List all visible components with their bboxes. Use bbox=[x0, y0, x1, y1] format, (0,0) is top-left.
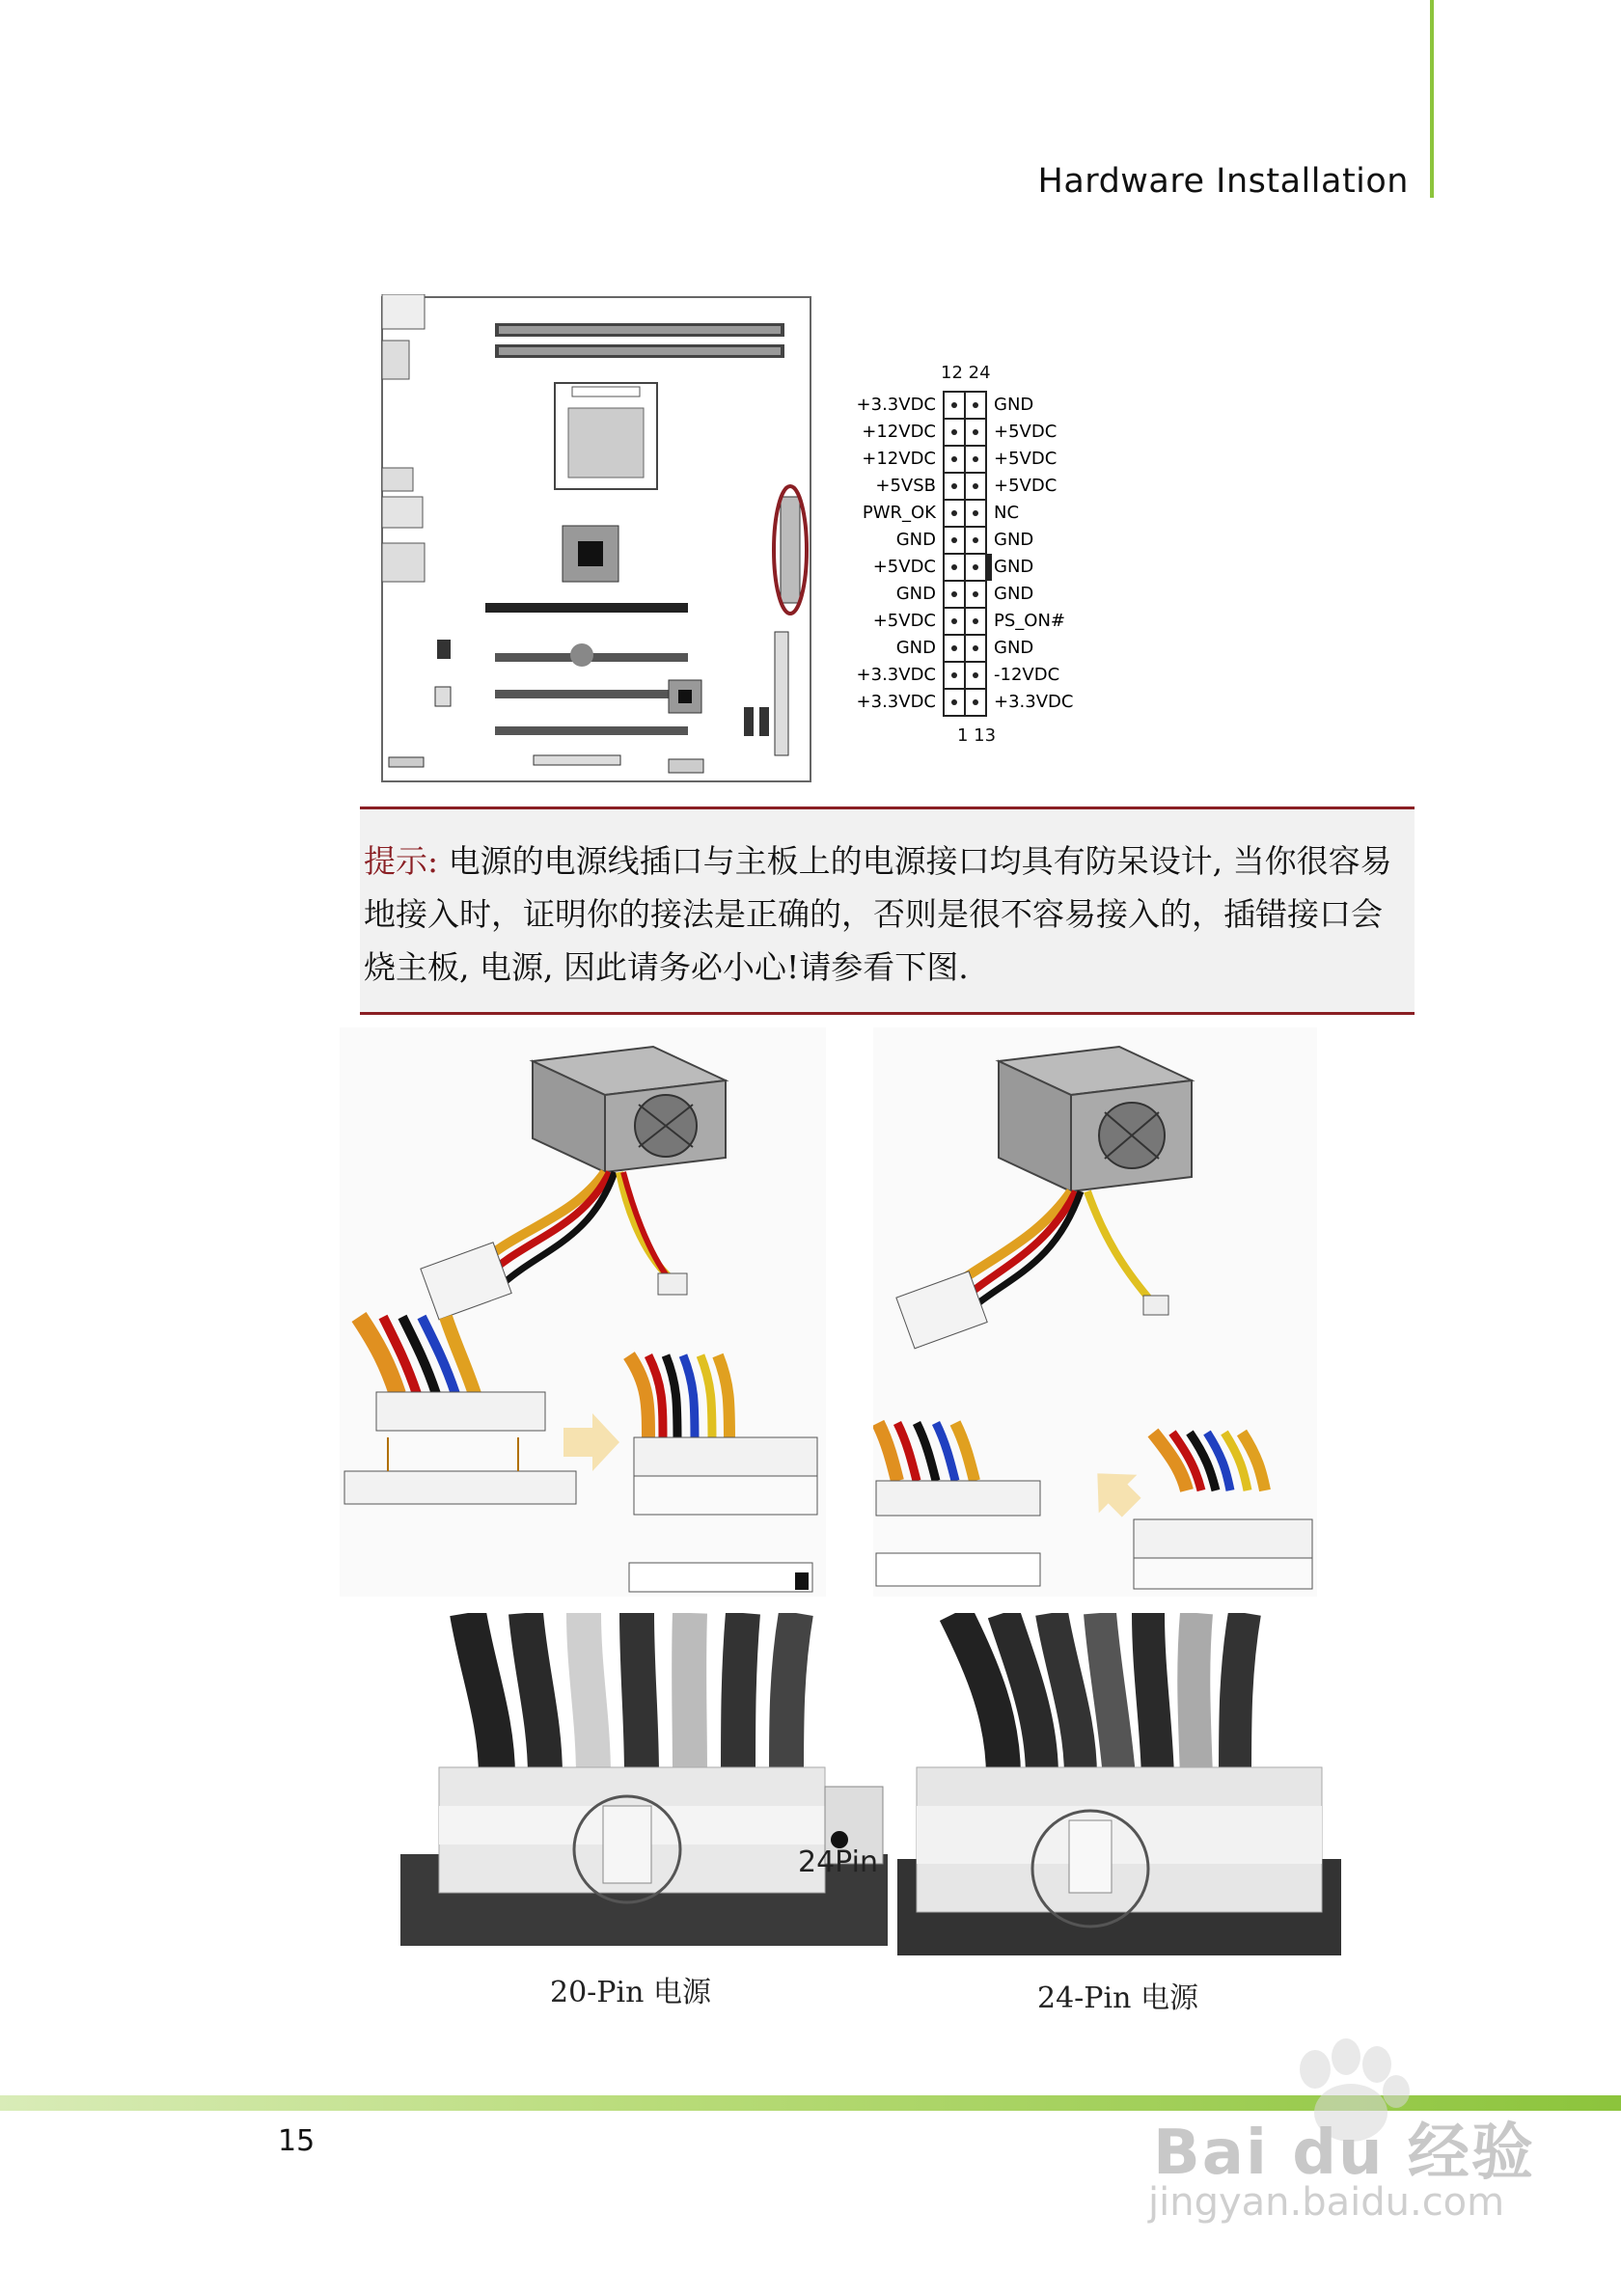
pin-label-right: GND bbox=[994, 530, 1034, 550]
pin-label-left: +5VSB bbox=[875, 476, 936, 496]
pin-dot bbox=[973, 564, 978, 570]
psu-install-illustration-correct bbox=[340, 1027, 826, 1597]
pin-dot bbox=[951, 537, 957, 543]
pin-dot bbox=[951, 456, 957, 462]
pin-label-left: GND bbox=[895, 638, 936, 658]
pin-dot bbox=[973, 456, 978, 462]
pin-dot bbox=[973, 510, 978, 516]
pin-label-left: +3.3VDC bbox=[856, 692, 936, 712]
caption-24pin: 24-Pin 电源 bbox=[1037, 1982, 1198, 2015]
pinout-bottom-label: 1 13 bbox=[957, 725, 997, 746]
pin-dot bbox=[951, 564, 957, 570]
tip-text: 电源的电源线插口与主板上的电源接口均具有防呆设计, 当你很容易地接入时，证明你的接法是正确的，否则是很不容易接入的，插错接口会烧主板, 电源, 因此请务必小心!请参看下图. bbox=[364, 842, 1392, 986]
pin-dot bbox=[973, 402, 978, 408]
pin-label-right: -12VDC bbox=[994, 665, 1060, 685]
pin-label-right: NC bbox=[994, 503, 1020, 523]
pin-label-right: +5VDC bbox=[994, 422, 1058, 442]
tip-note-box bbox=[360, 806, 1415, 1015]
pin-dot bbox=[973, 591, 978, 597]
pin-label-left: +3.3VDC bbox=[856, 665, 936, 685]
pin-label-right: +3.3VDC bbox=[994, 692, 1074, 712]
pin-label-left: GND bbox=[895, 530, 936, 550]
pin-dot bbox=[973, 699, 978, 705]
pin-label-right: +5VDC bbox=[994, 449, 1058, 469]
photo-20pin-connector bbox=[400, 1613, 888, 1946]
pin-label-left: +5VDC bbox=[872, 611, 936, 631]
pin-dot bbox=[973, 672, 978, 678]
pin-label-right: GND bbox=[994, 638, 1034, 658]
pin-dot bbox=[951, 699, 957, 705]
pin-dot bbox=[951, 672, 957, 678]
pin-label-left: +12VDC bbox=[862, 422, 936, 442]
pin-label-right: PS_ON# bbox=[994, 611, 1065, 631]
pin-label-left: +5VDC bbox=[872, 557, 936, 577]
pinout-svg bbox=[849, 357, 1139, 752]
pin-dot bbox=[973, 645, 978, 651]
pin-dot bbox=[973, 483, 978, 489]
atx-pinout-diagram bbox=[849, 357, 1139, 752]
pin-dot bbox=[951, 618, 957, 624]
pin-dot bbox=[951, 510, 957, 516]
connector-key-notch bbox=[986, 554, 992, 581]
page-number: 15 bbox=[278, 2124, 316, 2158]
photo-24pin-connector bbox=[897, 1613, 1341, 1955]
pin-dot bbox=[951, 483, 957, 489]
pin-dot bbox=[951, 429, 957, 435]
pinout-top-label: 12 24 bbox=[941, 363, 991, 383]
pin-label-right: GND bbox=[994, 395, 1034, 415]
header-accent-bar bbox=[1430, 0, 1434, 198]
pin-label-left: +12VDC bbox=[862, 449, 936, 469]
pin-label-right: GND bbox=[994, 557, 1034, 577]
pin-label-left: +3.3VDC bbox=[856, 395, 936, 415]
pin-label-right: GND bbox=[994, 584, 1034, 604]
page-header-title: Hardware Installation bbox=[1037, 162, 1409, 201]
pin-dot bbox=[951, 402, 957, 408]
pin-dot bbox=[973, 618, 978, 624]
pin-dot bbox=[951, 591, 957, 597]
pin-dot bbox=[951, 645, 957, 651]
motherboard-diagram bbox=[379, 294, 813, 784]
watermark-url: jingyan.baidu.com bbox=[1148, 2180, 1505, 2225]
pin-label-right: +5VDC bbox=[994, 476, 1058, 496]
pin-dot bbox=[973, 429, 978, 435]
watermark-brand: Bai du 经验 bbox=[1153, 2118, 1535, 2189]
pin-label-left: GND bbox=[895, 584, 936, 604]
pin-label-left: PWR_OK bbox=[862, 503, 936, 523]
pin-dot bbox=[973, 537, 978, 543]
caption-20pin: 20-Pin 电源 bbox=[550, 1976, 711, 2009]
tip-paragraph bbox=[364, 834, 1401, 994]
photo-24pin-tag: 24Pin bbox=[798, 1845, 878, 1879]
psu-install-illustration-wrong bbox=[873, 1027, 1317, 1597]
tip-label: 提示: bbox=[364, 842, 439, 880]
